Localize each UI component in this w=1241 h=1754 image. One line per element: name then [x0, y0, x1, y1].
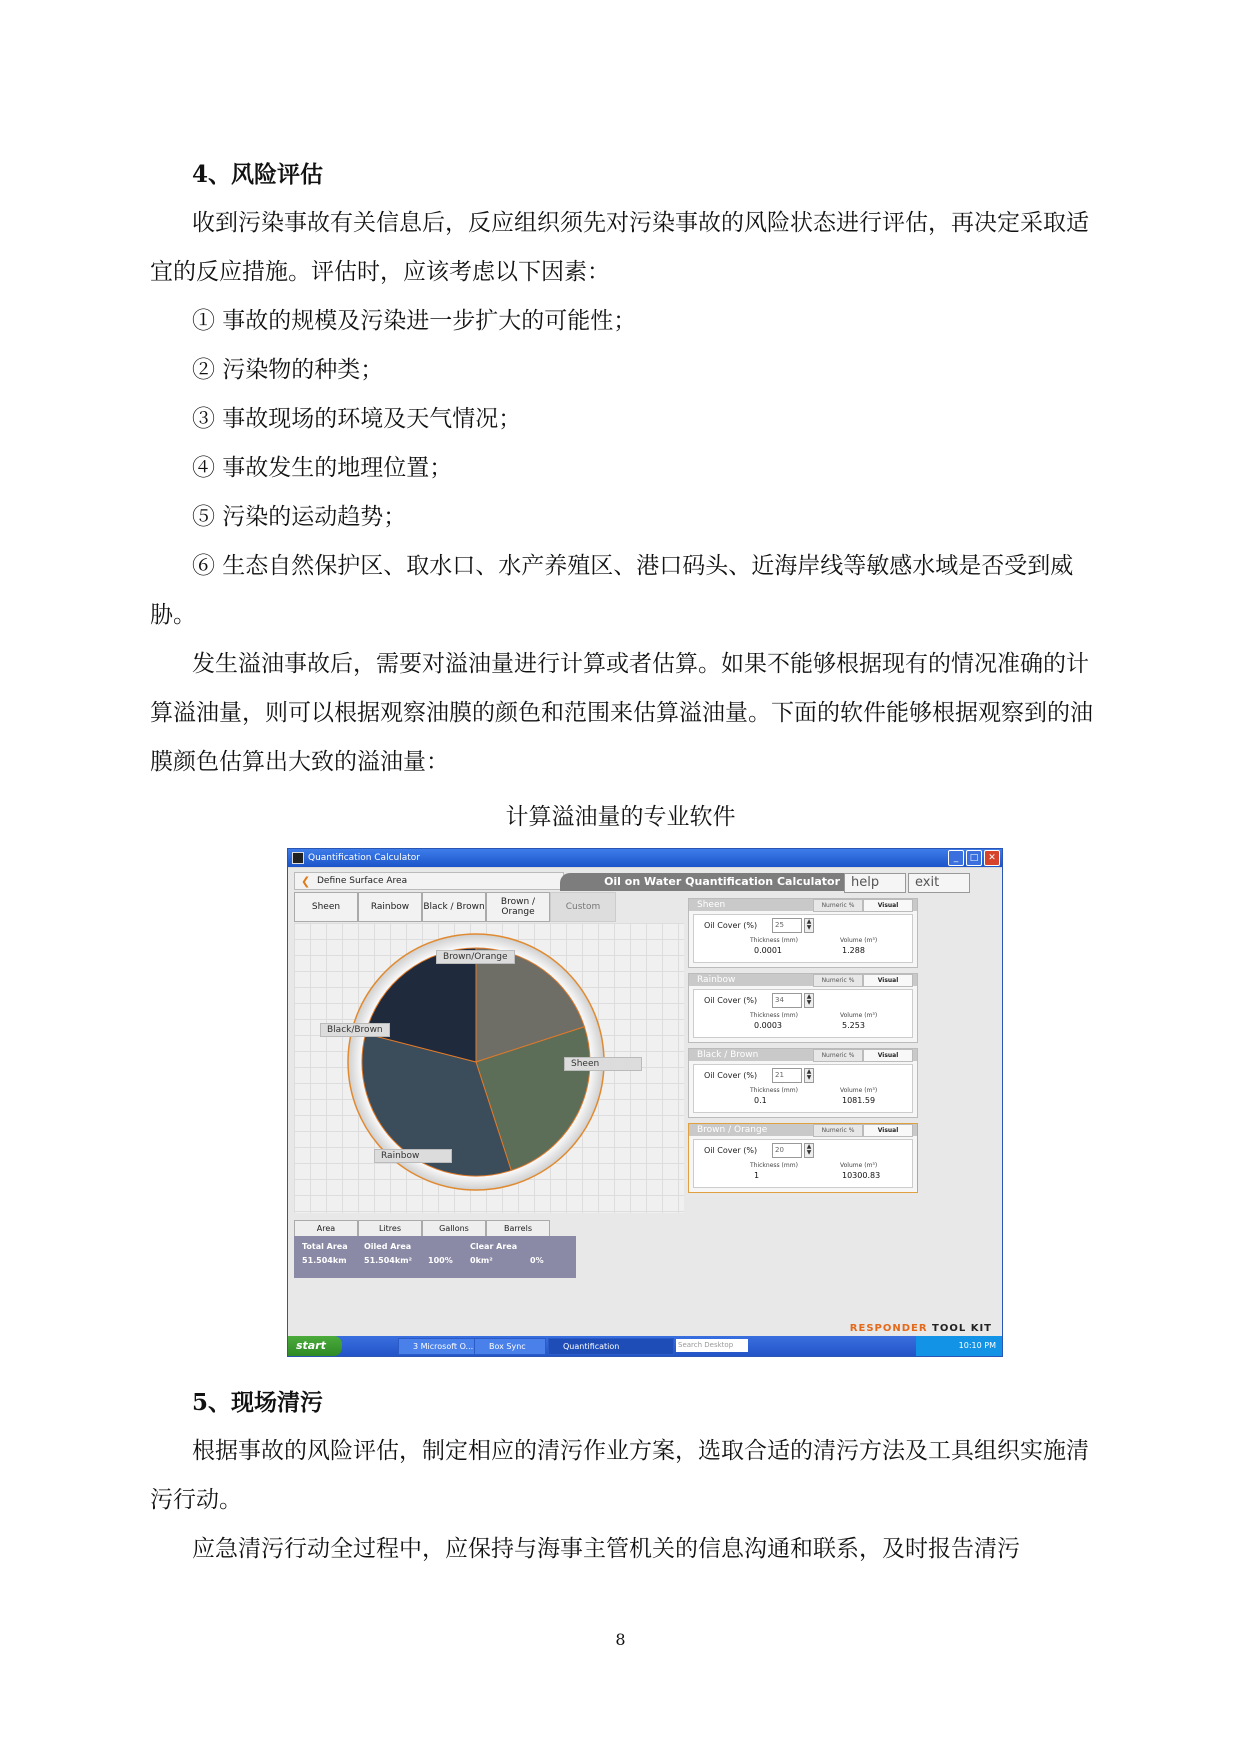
label-black-brown: Black/Brown — [320, 1023, 390, 1037]
app-title: Oil on Water Quantification Calculator — [560, 873, 850, 891]
back-arrow-icon: ❮ — [301, 875, 311, 888]
volume-label: Volume (m³) — [840, 937, 878, 944]
section-5 — [150, 1378, 1096, 1574]
tab-rainbow[interactable]: Rainbow — [358, 892, 422, 922]
thickness-value: 0.0003 — [754, 1021, 782, 1030]
thickness-value: 1 — [754, 1171, 760, 1180]
volume-value: 5.253 — [842, 1021, 865, 1030]
volume-value: 1.288 — [842, 946, 865, 955]
total-area-value: 51.504km — [302, 1256, 347, 1265]
oil-cover-input[interactable]: 25 — [772, 918, 802, 933]
oiled-percent: 100% — [428, 1256, 453, 1265]
thickness-label: Thickness (mm) — [750, 937, 798, 944]
spinner-icon[interactable]: ▲ ▼ — [804, 993, 814, 1008]
close-icon[interactable]: ✕ — [984, 850, 1000, 866]
oil-cover-input[interactable]: 21 — [772, 1068, 802, 1083]
visual-tab[interactable]: Visual — [863, 974, 913, 987]
thickness-label: Thickness (mm) — [750, 1087, 798, 1094]
section-4-heading: 4、风险评估 — [192, 161, 324, 188]
system-tray-clock: 10:10 PM — [916, 1336, 1002, 1356]
totals-panel — [294, 1236, 576, 1278]
oil-cover-label: Oil Cover (%) — [704, 996, 758, 1005]
panel-sheen-title: Sheen — [697, 900, 726, 910]
taskbar-item-quantification[interactable]: Quantification — [548, 1338, 674, 1355]
tab-sheen[interactable]: Sheen — [294, 892, 358, 922]
pie-canvas — [294, 923, 684, 1213]
oil-type-tabs — [294, 892, 616, 922]
unit-tab-barrels[interactable]: Barrels — [486, 1220, 550, 1238]
oil-cover-input[interactable]: 20 — [772, 1143, 802, 1158]
figure-caption: 计算溢油量的专业软件 — [505, 804, 736, 830]
visual-tab[interactable]: Visual — [863, 1124, 913, 1137]
oil-type-panels — [688, 898, 918, 1198]
unit-tab-area[interactable]: Area — [294, 1220, 358, 1238]
visual-tab[interactable]: Visual — [863, 1049, 913, 1062]
calculator-app — [288, 868, 1002, 1336]
oiled-area-label: Oiled Area — [364, 1242, 412, 1251]
unit-tab-litres[interactable]: Litres — [358, 1220, 422, 1238]
panel-brown-orange — [688, 1123, 918, 1193]
define-surface-area-button[interactable] — [294, 872, 564, 890]
tab-brown-orange[interactable]: Brown / Orange — [486, 892, 550, 922]
factor-item-4: ④ 事故发生的地理位置； — [192, 455, 453, 481]
volume-label: Volume (m³) — [840, 1087, 878, 1094]
volume-value: 1081.59 — [842, 1096, 876, 1105]
taskbar-item-boxsync[interactable]: Box Sync — [474, 1338, 546, 1355]
define-surface-label: Define Surface Area — [317, 876, 408, 886]
spinner-icon[interactable]: ▲ ▼ — [804, 1143, 814, 1158]
numeric-tab[interactable]: Numeric % — [813, 1049, 863, 1062]
panel-black-brown — [688, 1048, 918, 1118]
tab-black-brown[interactable]: Black / Brown — [422, 892, 486, 922]
software-screenshot — [287, 848, 1003, 1357]
clear-area-label: Clear Area — [470, 1242, 518, 1251]
start-button[interactable]: start — [288, 1336, 342, 1356]
windows-taskbar — [288, 1336, 1002, 1356]
volume-label: Volume (m³) — [840, 1162, 878, 1169]
help-button[interactable]: help — [844, 873, 906, 893]
panel-brown-orange-title: Brown / Orange — [697, 1125, 768, 1135]
factor-item-6: ⑥ 生态自然保护区、取水口、水产养殖区、港口码头、近海岸线等敏感水域是否受到威胁。 — [150, 553, 1074, 628]
label-brown-orange: Brown/Orange — [436, 950, 515, 964]
factor-item-2: ② 污染物的种类； — [192, 357, 384, 383]
volume-label: Volume (m³) — [840, 1012, 878, 1019]
window-titlebar — [288, 849, 1002, 867]
panel-sheen — [688, 898, 918, 968]
unit-tab-gallons[interactable]: Gallons — [422, 1220, 486, 1238]
oiled-area-value: 51.504km² — [364, 1256, 413, 1265]
section-5-heading: 5、现场清污 — [192, 1389, 324, 1416]
numeric-tab[interactable]: Numeric % — [813, 899, 863, 912]
maximize-icon[interactable]: □ — [966, 850, 982, 866]
section-5-para1: 根据事故的风险评估，制定相应的清污作业方案，选取合适的清污方法及工具组织实施清污行动。 — [150, 1438, 1089, 1513]
oil-cover-label: Oil Cover (%) — [704, 1146, 758, 1155]
section-5-para2: 应急清污行动全过程中，应保持与海事主管机关的信息沟通和联系，及时报告清污 — [192, 1536, 1020, 1562]
visual-tab[interactable]: Visual — [863, 899, 913, 912]
thickness-label: Thickness (mm) — [750, 1012, 798, 1019]
spinner-icon[interactable]: ▲ ▼ — [804, 1068, 814, 1083]
panel-rainbow-title: Rainbow — [697, 975, 736, 985]
section-4-intro: 收到污染事故有关信息后，反应组织须先对污染事故的风险状态进行评估，再决定采取适宜的反应措施。评估时，应该考虑以下因素： — [150, 210, 1089, 285]
thickness-label: Thickness (mm) — [750, 1162, 798, 1169]
clear-area-value: 0km² — [470, 1256, 493, 1265]
minimize-icon[interactable]: _ — [948, 850, 964, 866]
label-rainbow: Rainbow — [374, 1149, 452, 1163]
thickness-value: 0.0001 — [754, 946, 782, 955]
tab-custom[interactable]: Custom — [550, 892, 616, 922]
label-sheen: Sheen — [564, 1057, 642, 1071]
panel-rainbow — [688, 973, 918, 1043]
oil-cover-label: Oil Cover (%) — [704, 1071, 758, 1080]
responder-toolkit-logo: RESPONDER TOOL KIT — [849, 1323, 992, 1334]
factor-item-1: ① 事故的规模及污染进一步扩大的可能性； — [192, 308, 637, 334]
numeric-tab[interactable]: Numeric % — [813, 1124, 863, 1137]
factor-item-3: ③ 事故现场的环境及天气情况； — [192, 406, 522, 432]
panel-black-brown-title: Black / Brown — [697, 1050, 759, 1060]
section-4 — [150, 150, 1096, 787]
total-area-label: Total Area — [302, 1242, 348, 1251]
pie-slices — [362, 948, 590, 1176]
section-4-para2: 发生溢油事故后，需要对溢油量进行计算或者估算。如果不能够根据现有的情况准确的计算溢油量，则可以根据观察油膜的颜色和范围来估算溢油量。下面的软件能够根据观察到的油膜颜色估算出大致的溢油量： — [150, 651, 1093, 775]
thickness-value: 0.1 — [754, 1096, 767, 1105]
factor-item-5: ⑤ 污染的运动趋势； — [192, 504, 407, 530]
page-number: 8 — [615, 1630, 626, 1649]
spinner-icon[interactable]: ▲ ▼ — [804, 918, 814, 933]
oil-cover-label: Oil Cover (%) — [704, 921, 758, 930]
exit-button[interactable]: exit — [908, 873, 970, 893]
volume-value: 10300.83 — [842, 1171, 881, 1180]
taskbar-item-office[interactable]: 3 Microsoft O... — [398, 1338, 478, 1355]
clear-percent: 0% — [530, 1256, 544, 1265]
app-icon — [292, 852, 304, 864]
window-title: Quantification Calculator — [308, 853, 420, 863]
oil-cover-input[interactable]: 34 — [772, 993, 802, 1008]
numeric-tab[interactable]: Numeric % — [813, 974, 863, 987]
desktop-search-input[interactable]: Search Desktop — [676, 1339, 748, 1352]
